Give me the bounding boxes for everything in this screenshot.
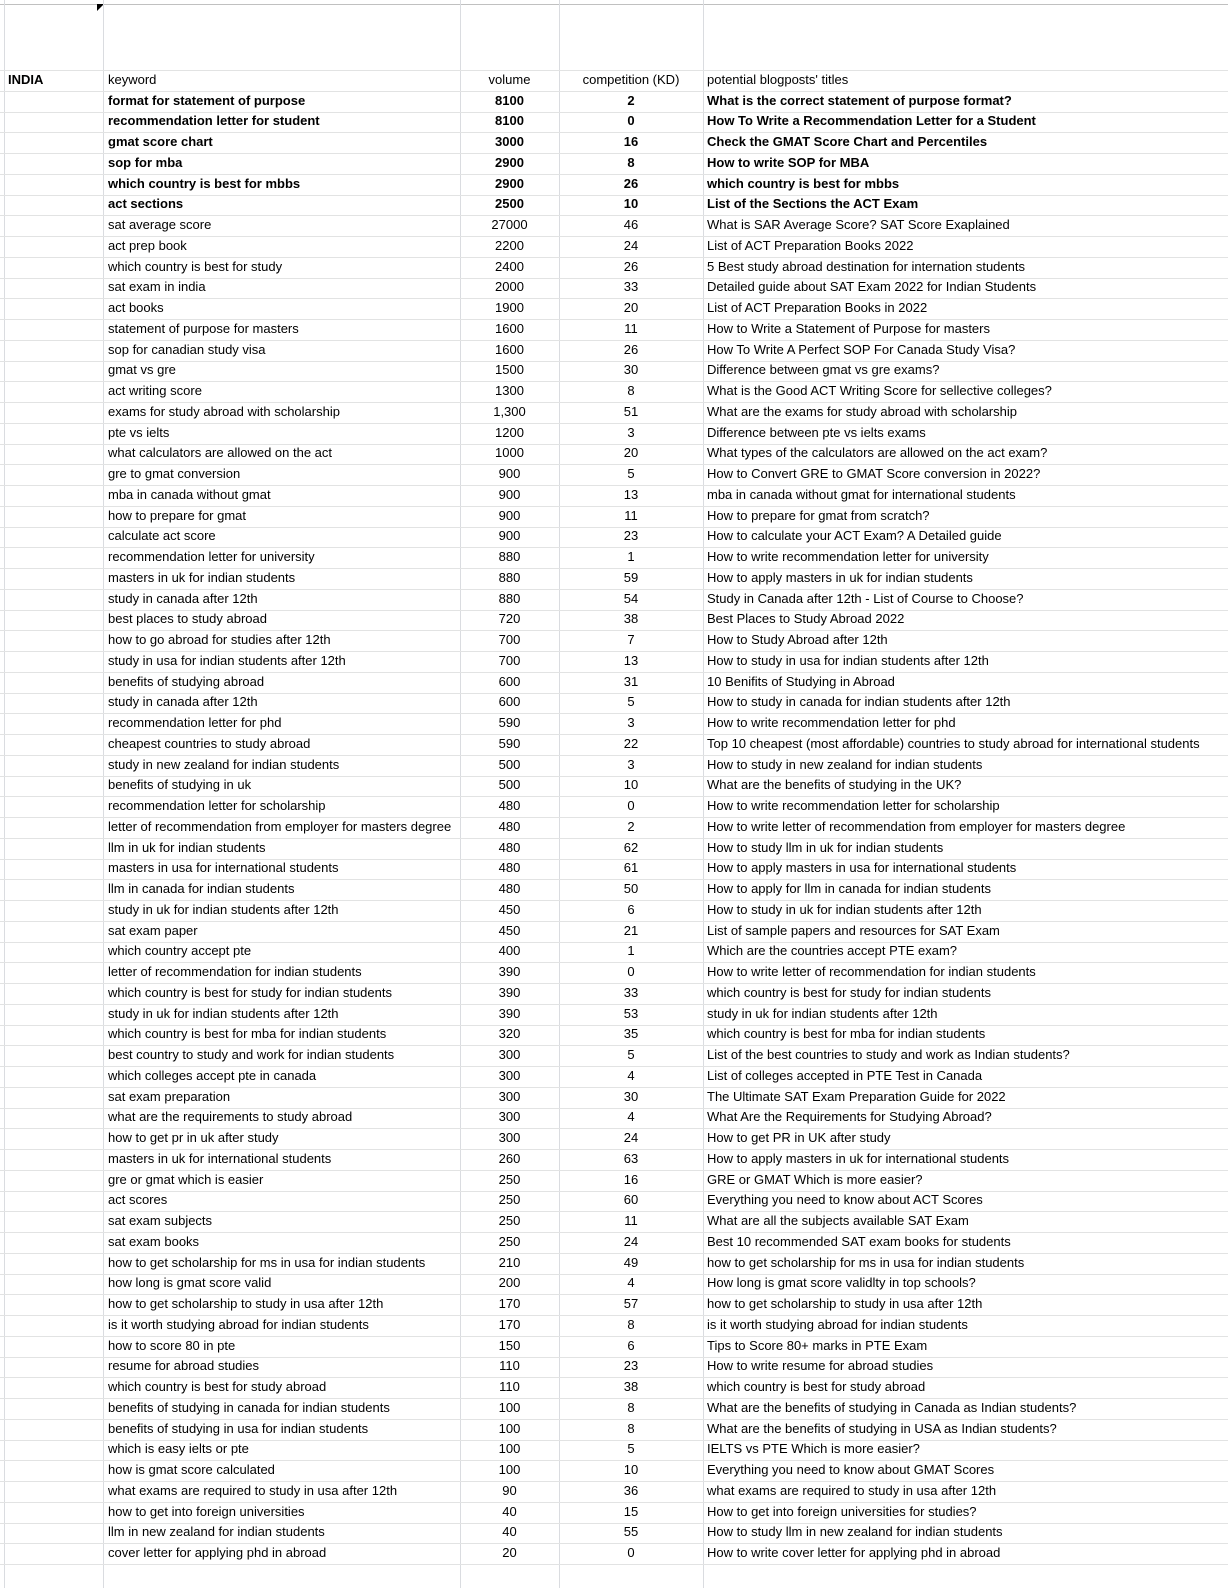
row-keyword-cell[interactable]: which is easy ielts or pte — [108, 1441, 249, 1457]
row-keyword-cell[interactable]: what exams are required to study in usa after 12th — [108, 1482, 398, 1498]
row-keyword-cell[interactable]: masters in uk for indian students — [108, 569, 296, 585]
row-competition-cell[interactable]: 30 — [623, 362, 639, 378]
row-competition-cell[interactable]: 33 — [623, 279, 639, 295]
row-title-cell[interactable]: List of ACT Preparation Books 2022 — [707, 237, 914, 253]
row-keyword-cell[interactable]: recommendation letter for scholarship — [108, 798, 326, 813]
row-volume-cell[interactable]: 500 — [498, 777, 521, 793]
row-volume-cell[interactable]: 880 — [498, 549, 521, 564]
row-keyword-cell[interactable]: benefits of studying in uk — [108, 777, 252, 793]
row-title-cell[interactable]: which country is best for study for indian students — [707, 984, 991, 1000]
row-competition-cell[interactable]: 8 — [627, 383, 635, 398]
row-keyword-cell[interactable]: is it worth studying abroad for indian students — [108, 1316, 369, 1332]
row-volume-cell[interactable]: 590 — [498, 735, 521, 751]
row-competition-cell[interactable]: 57 — [623, 1296, 639, 1311]
row-title-cell[interactable]: How to apply masters in uk for indian students — [707, 569, 973, 585]
row-title-cell[interactable]: List of sample papers and resources for SAT Exam — [707, 922, 1000, 938]
row-competition-cell[interactable]: 1 — [627, 549, 635, 564]
row-competition-cell[interactable]: 55 — [623, 1524, 639, 1540]
row-keyword-cell[interactable]: letter of recommendation from employer for masters degree — [108, 818, 452, 834]
row-title-cell[interactable]: How to study llm in uk for indian students — [707, 839, 944, 855]
row-keyword-cell[interactable]: recommendation letter for phd — [108, 715, 282, 730]
row-keyword-cell[interactable]: recommendation letter for university — [108, 549, 315, 564]
row-competition-cell[interactable]: 5 — [627, 466, 635, 481]
row-keyword-cell[interactable]: benefits of studying in canada for indian students — [108, 1399, 390, 1415]
row-volume-cell[interactable]: 1900 — [495, 300, 524, 315]
row-competition-cell[interactable]: 38 — [623, 611, 639, 627]
row-volume-cell[interactable]: 600 — [498, 673, 521, 689]
row-volume-cell[interactable]: 100 — [498, 1420, 521, 1436]
row-title-cell[interactable]: How to apply masters in usa for international students — [707, 860, 1017, 876]
row-keyword-cell[interactable]: gre or gmat which is easier — [108, 1171, 264, 1187]
row-keyword-cell[interactable]: which colleges accept pte in canada — [108, 1067, 317, 1083]
row-competition-cell[interactable]: 33 — [623, 984, 639, 1000]
row-keyword-cell[interactable]: which country is best for study for indian students — [108, 984, 392, 1000]
row-title-cell[interactable]: How to study in canada for indian students after 12th — [707, 694, 1011, 710]
row-keyword-cell[interactable]: benefits of studying in usa for indian students — [108, 1420, 369, 1436]
row-volume-cell[interactable]: 40 — [502, 1503, 517, 1519]
row-keyword-cell[interactable]: cheapest countries to study abroad — [108, 735, 311, 751]
row-keyword-cell[interactable]: which country is best for mbbs — [108, 175, 301, 191]
row-volume-cell[interactable]: 150 — [498, 1337, 521, 1353]
row-title-cell[interactable]: How to write SOP for MBA — [707, 154, 870, 170]
row-competition-cell[interactable]: 51 — [623, 403, 639, 419]
row-competition-cell[interactable]: 49 — [623, 1254, 639, 1270]
row-title-cell[interactable]: How to apply masters in uk for international students — [707, 1150, 1010, 1166]
row-volume-cell[interactable]: 1300 — [495, 383, 524, 398]
row-competition-cell[interactable]: 10 — [623, 196, 639, 212]
row-competition-cell[interactable]: 7 — [627, 632, 635, 647]
row-volume-cell[interactable]: 600 — [498, 694, 521, 710]
row-volume-cell[interactable]: 250 — [498, 1213, 521, 1228]
row-keyword-cell[interactable]: sat exam paper — [108, 922, 198, 938]
row-title-cell[interactable]: How to write recommendation letter for university — [707, 549, 989, 564]
row-keyword-cell[interactable]: which country is best for study abroad — [108, 1379, 327, 1394]
row-title-cell[interactable]: How to write recommendation letter for scholarship — [707, 798, 1000, 813]
row-competition-cell[interactable]: 8 — [627, 154, 635, 170]
row-keyword-cell[interactable]: best places to study abroad — [108, 611, 267, 627]
row-title-cell[interactable]: How to prepare for gmat from scratch? — [707, 507, 930, 523]
row-competition-cell[interactable]: 13 — [623, 486, 639, 502]
row-title-cell[interactable]: How to study in uk for indian students after 12th — [707, 901, 982, 917]
row-volume-cell[interactable]: 450 — [498, 901, 521, 917]
row-competition-cell[interactable]: 5 — [627, 1047, 635, 1062]
row-title-cell[interactable]: which country is best for mba for indian students — [707, 1026, 986, 1042]
row-competition-cell[interactable]: 54 — [623, 590, 639, 606]
column-header-volume[interactable]: volume — [488, 72, 531, 87]
row-title-cell[interactable]: How to write cover letter for applying phd in abroad — [707, 1545, 1001, 1560]
row-keyword-cell[interactable]: how to get scholarship to study in usa after 12th — [108, 1296, 384, 1311]
row-keyword-cell[interactable]: format for statement of purpose — [108, 92, 306, 108]
row-volume-cell[interactable]: 200 — [498, 1275, 521, 1291]
row-competition-cell[interactable]: 30 — [623, 1088, 639, 1104]
row-title-cell[interactable]: How to Study Abroad after 12th — [707, 632, 888, 647]
column-divider — [103, 0, 104, 1588]
row-title-cell[interactable]: Check the GMAT Score Chart and Percentiles — [707, 134, 988, 149]
row-title-cell[interactable]: What are the benefits of studying in Canada as Indian students? — [707, 1399, 1077, 1415]
row-keyword-cell[interactable]: how to get scholarship for ms in usa for indian students — [108, 1254, 426, 1270]
row-title-cell[interactable]: List of ACT Preparation Books in 2022 — [707, 300, 928, 315]
column-header-keyword[interactable]: keyword — [108, 72, 157, 87]
row-competition-cell[interactable]: 6 — [627, 1337, 635, 1353]
row-competition-cell[interactable]: 6 — [627, 901, 635, 917]
row-title-cell[interactable]: what exams are required to study in usa after 12th — [707, 1482, 997, 1498]
row-volume-cell[interactable]: 900 — [498, 466, 521, 481]
row-keyword-cell[interactable]: which country is best for mba for indian students — [108, 1026, 387, 1042]
row-title-cell[interactable]: What are all the subjects available SAT Exam — [707, 1213, 969, 1228]
row-keyword-cell[interactable]: letter of recommendation for indian students — [108, 964, 362, 979]
row-volume-cell[interactable]: 260 — [498, 1150, 521, 1166]
row-title-cell[interactable]: What are the benefits of studying in the UK? — [707, 777, 962, 793]
row-volume-cell[interactable]: 390 — [498, 984, 521, 1000]
row-volume-cell[interactable]: 2900 — [495, 154, 524, 170]
row-competition-cell[interactable]: 50 — [623, 881, 639, 896]
row-volume-cell[interactable]: 300 — [498, 1047, 521, 1062]
row-keyword-cell[interactable]: study in usa for indian students after 12th — [108, 652, 346, 668]
row-title-cell[interactable]: How to write letter of recommendation from employer for masters degree — [707, 818, 1126, 834]
row-competition-cell[interactable]: 46 — [623, 217, 639, 232]
row-keyword-cell[interactable]: how to prepare for gmat — [108, 507, 247, 523]
row-title-cell[interactable]: Everything you need to know about ACT Scores — [707, 1192, 983, 1208]
sheet-top-border — [0, 4, 1228, 5]
row-competition-cell[interactable]: 20 — [623, 300, 639, 315]
row-volume-cell[interactable]: 170 — [498, 1296, 521, 1311]
row-competition-cell[interactable]: 23 — [623, 528, 639, 544]
row-title-cell[interactable]: Detailed guide about SAT Exam 2022 for Indian Students — [707, 279, 1037, 295]
row-competition-cell[interactable]: 22 — [623, 735, 639, 751]
row-keyword-cell[interactable]: gmat vs gre — [108, 362, 176, 378]
row-volume-cell[interactable]: 480 — [498, 881, 521, 896]
row-competition-cell[interactable]: 0 — [627, 798, 635, 813]
row-competition-cell[interactable]: 0 — [627, 113, 635, 129]
row-competition-cell[interactable]: 3 — [627, 756, 635, 772]
row-volume-cell[interactable]: 1,300 — [493, 403, 526, 419]
row-title-cell[interactable]: List of colleges accepted in PTE Test in Canada — [707, 1067, 983, 1083]
row-title-cell[interactable]: What is the correct statement of purpose format? — [707, 92, 1012, 108]
row-volume-cell[interactable]: 90 — [502, 1482, 517, 1498]
row-title-cell[interactable]: how to get scholarship for ms in usa for indian students — [707, 1254, 1025, 1270]
row-competition-cell[interactable]: 4 — [627, 1067, 635, 1083]
row-competition-cell[interactable]: 62 — [623, 839, 639, 855]
row-volume-cell[interactable]: 1500 — [495, 362, 524, 378]
row-title-cell[interactable]: GRE or GMAT Which is more easier? — [707, 1171, 923, 1187]
row-competition-cell[interactable]: 8 — [627, 1420, 635, 1436]
row-competition-cell[interactable]: 0 — [627, 964, 635, 979]
row-keyword-cell[interactable]: study in canada after 12th — [108, 694, 258, 710]
row-volume-cell[interactable]: 250 — [498, 1171, 521, 1187]
row-competition-cell[interactable]: 11 — [624, 507, 638, 523]
row-competition-cell[interactable]: 26 — [623, 341, 639, 357]
row-volume-cell[interactable]: 250 — [498, 1233, 521, 1249]
row-volume-cell[interactable]: 2000 — [495, 279, 524, 295]
row-keyword-cell[interactable]: how to score 80 in pte — [108, 1337, 236, 1353]
row-keyword-cell[interactable]: act prep book — [108, 237, 187, 253]
row-title-cell[interactable]: Top 10 cheapest (most affordable) countries to study abroad for international students — [707, 735, 1200, 751]
row-keyword-cell[interactable]: calculate act score — [108, 528, 216, 544]
row-title-cell[interactable]: What types of the calculators are allowed on the act exam? — [707, 445, 1048, 461]
row-volume-cell[interactable]: 27000 — [491, 217, 528, 232]
row-keyword-cell[interactable]: study in canada after 12th — [108, 590, 258, 606]
column-header-competition[interactable]: competition (KD) — [582, 72, 680, 87]
row-competition-cell[interactable]: 23 — [623, 1358, 639, 1374]
row-volume-cell[interactable]: 1600 — [495, 320, 524, 336]
row-keyword-cell[interactable]: which country is best for study — [108, 258, 283, 274]
row-competition-cell[interactable]: 59 — [623, 569, 639, 585]
row-volume-cell[interactable]: 20 — [502, 1545, 517, 1560]
row-keyword-cell[interactable]: how is gmat score calculated — [108, 1462, 275, 1477]
row-competition-cell[interactable]: 26 — [623, 258, 639, 274]
row-title-cell[interactable]: which country is best for study abroad — [707, 1379, 926, 1394]
row-competition-cell[interactable]: 8 — [627, 1316, 635, 1332]
row-volume-cell[interactable]: 720 — [498, 611, 521, 627]
row-competition-cell[interactable]: 0 — [627, 1545, 635, 1560]
row-keyword-cell[interactable]: sat exam subjects — [108, 1213, 213, 1228]
row-volume-cell[interactable]: 700 — [498, 652, 521, 668]
row-volume-cell[interactable]: 700 — [498, 632, 521, 647]
row-volume-cell[interactable]: 110 — [499, 1358, 520, 1374]
row-keyword-cell[interactable]: gmat score chart — [108, 134, 213, 149]
row-competition-cell[interactable]: 3 — [627, 715, 635, 730]
row-competition-cell[interactable]: 53 — [623, 1005, 639, 1021]
row-volume-cell[interactable]: 480 — [498, 860, 521, 876]
row-volume-cell[interactable]: 400 — [498, 943, 521, 959]
row-volume-cell[interactable]: 300 — [498, 1130, 521, 1145]
row-title-cell[interactable]: IELTS vs PTE Which is more easier? — [707, 1441, 920, 1457]
row-title-cell[interactable]: Study in Canada after 12th - List of Course to Choose? — [707, 590, 1024, 606]
column-divider — [4, 0, 5, 1588]
row-competition-cell[interactable]: 16 — [623, 1171, 639, 1187]
row-keyword-cell[interactable]: pte vs ielts — [108, 424, 170, 440]
row-competition-cell[interactable]: 4 — [627, 1275, 635, 1291]
row-competition-cell[interactable]: 10 — [623, 1462, 639, 1477]
row-volume-cell[interactable]: 210 — [498, 1254, 521, 1270]
row-competition-cell[interactable]: 24 — [623, 1233, 639, 1249]
row-keyword-cell[interactable]: act sections — [108, 196, 184, 212]
row-keyword-cell[interactable]: study in uk for indian students after 12th — [108, 901, 339, 917]
row-keyword-cell[interactable]: sat exam in india — [108, 279, 206, 295]
row-keyword-cell[interactable]: act scores — [108, 1192, 168, 1208]
row-title-cell[interactable]: mba in canada without gmat for international students — [707, 486, 1016, 502]
row-competition-cell[interactable]: 2 — [627, 818, 635, 834]
row-competition-cell[interactable]: 13 — [623, 652, 639, 668]
row-title-cell[interactable]: 10 Benifits of Studying in Abroad — [707, 673, 895, 689]
row-title-cell[interactable]: How to Write a Statement of Purpose for masters — [707, 320, 990, 336]
row-title-cell[interactable]: How to apply for llm in canada for indian students — [707, 881, 991, 896]
row-title-cell[interactable]: How to write resume for abroad studies — [707, 1358, 934, 1374]
row-volume-cell[interactable]: 390 — [498, 964, 521, 979]
row-keyword-cell[interactable]: act writing score — [108, 383, 202, 398]
column-header-titles[interactable]: potential blogposts' titles — [707, 72, 849, 87]
row-keyword-cell[interactable]: sat exam books — [108, 1233, 200, 1249]
row-keyword-cell[interactable]: llm in uk for indian students — [108, 839, 266, 855]
row-volume-cell[interactable]: 250 — [498, 1192, 521, 1208]
row-volume-cell[interactable]: 880 — [498, 590, 521, 606]
row-title-cell[interactable]: How to write recommendation letter for phd — [707, 715, 956, 730]
row-title-cell[interactable]: How to study llm in new zealand for indian students — [707, 1524, 1003, 1540]
row-competition-cell[interactable]: 63 — [623, 1150, 639, 1166]
row-keyword-cell[interactable]: sat exam preparation — [108, 1088, 231, 1104]
row-competition-cell[interactable]: 24 — [623, 1130, 639, 1145]
row-title-cell[interactable]: How to write letter of recommendation for indian students — [707, 964, 1036, 979]
row-keyword-cell[interactable]: llm in new zealand for indian students — [108, 1524, 325, 1540]
row-volume-cell[interactable]: 390 — [498, 1005, 521, 1021]
row-competition-cell[interactable]: 15 — [623, 1503, 639, 1519]
row-competition-cell[interactable]: 38 — [623, 1379, 639, 1394]
row-volume-cell[interactable]: 100 — [498, 1399, 521, 1415]
row-keyword-cell[interactable]: what are the requirements to study abroad — [108, 1109, 353, 1125]
row-title-cell[interactable]: Which are the countries accept PTE exam? — [707, 943, 958, 959]
row-competition-cell[interactable]: 31 — [623, 673, 639, 689]
row-title-cell[interactable]: How to study in new zealand for indian students — [707, 756, 983, 772]
row-volume-cell[interactable]: 480 — [498, 818, 521, 834]
row-volume-cell[interactable]: 8100 — [495, 113, 524, 129]
row-keyword-cell[interactable]: sat average score — [108, 217, 212, 232]
row-competition-cell[interactable]: 5 — [627, 1441, 635, 1457]
row-volume-cell[interactable]: 590 — [498, 715, 521, 730]
row-competition-cell[interactable]: 4 — [627, 1109, 635, 1125]
row-volume-cell[interactable]: 320 — [498, 1026, 521, 1042]
row-title-cell[interactable]: How to get PR in UK after study — [707, 1130, 891, 1145]
row-title-cell[interactable]: how to get scholarship to study in usa after 12th — [707, 1296, 983, 1311]
column-divider — [703, 0, 704, 1588]
row-volume-cell[interactable]: 1000 — [495, 445, 524, 461]
row-title-cell[interactable]: How long is gmat score validlty in top schools? — [707, 1275, 976, 1291]
row-volume-cell[interactable]: 3000 — [495, 134, 524, 149]
row-keyword-cell[interactable]: best country to study and work for indian students — [108, 1047, 395, 1062]
row-volume-cell[interactable]: 170 — [498, 1316, 521, 1332]
row-competition-cell[interactable]: 20 — [623, 445, 639, 461]
row-keyword-cell[interactable]: how long is gmat score valid — [108, 1275, 272, 1291]
row-competition-cell[interactable]: 3 — [627, 424, 635, 440]
row-keyword-cell[interactable]: resume for abroad studies — [108, 1358, 260, 1374]
row-competition-cell[interactable]: 16 — [623, 134, 639, 149]
row-keyword-cell[interactable]: masters in uk for international students — [108, 1150, 332, 1166]
row-volume-cell[interactable]: 2900 — [495, 175, 524, 191]
row-keyword-cell[interactable]: llm in canada for indian students — [108, 881, 295, 896]
row-keyword-cell[interactable]: benefits of studying abroad — [108, 673, 265, 689]
row-keyword-cell[interactable]: recommendation letter for student — [108, 113, 320, 129]
row-volume-cell[interactable]: 900 — [498, 486, 521, 502]
row-volume-cell[interactable]: 2400 — [495, 258, 524, 274]
row-keyword-cell[interactable]: mba in canada without gmat — [108, 486, 271, 502]
row-volume-cell[interactable]: 300 — [498, 1109, 521, 1125]
row-title-cell[interactable]: How to calculate your ACT Exam? A Detailed guide — [707, 528, 1002, 544]
row-divider — [0, 1564, 1228, 1565]
row-volume-cell[interactable]: 450 — [498, 922, 521, 938]
row-title-cell[interactable]: How to get into foreign universities for studies? — [707, 1503, 977, 1519]
row-keyword-cell[interactable]: cover letter for applying phd in abroad — [108, 1545, 327, 1560]
row-keyword-cell[interactable]: statement of purpose for masters — [108, 320, 299, 336]
row-volume-cell[interactable]: 40 — [502, 1524, 517, 1540]
row-volume-cell[interactable]: 1200 — [495, 424, 524, 440]
row-competition-cell[interactable]: 5 — [627, 694, 635, 710]
row-competition-cell[interactable]: 11 — [624, 1213, 638, 1228]
row-keyword-cell[interactable]: how to get pr in uk after study — [108, 1130, 279, 1145]
row-title-cell[interactable]: study in uk for indian students after 12th — [707, 1005, 938, 1021]
row-volume-cell[interactable]: 300 — [498, 1067, 521, 1083]
row-keyword-cell[interactable]: which country accept pte — [108, 943, 252, 959]
row-competition-cell[interactable]: 26 — [623, 175, 639, 191]
row-competition-cell[interactable]: 35 — [623, 1026, 639, 1042]
row-volume-cell[interactable]: 300 — [498, 1088, 521, 1104]
row-keyword-cell[interactable]: what calculators are allowed on the act — [108, 445, 333, 461]
row-keyword-cell[interactable]: study in new zealand for indian students — [108, 756, 340, 772]
row-volume-cell[interactable]: 1600 — [495, 341, 524, 357]
row-competition-cell[interactable]: 10 — [623, 777, 639, 793]
row-title-cell[interactable]: which country is best for mbbs — [707, 175, 900, 191]
region-cell[interactable]: INDIA — [8, 72, 44, 87]
row-title-cell[interactable]: What is SAR Average Score? SAT Score Exaplained — [707, 217, 1010, 232]
row-competition-cell[interactable]: 36 — [623, 1482, 639, 1498]
row-volume-cell[interactable]: 480 — [498, 839, 521, 855]
row-volume-cell[interactable]: 8100 — [495, 92, 524, 108]
row-title-cell[interactable]: What are the benefits of studying in USA as Indian students? — [707, 1420, 1057, 1436]
row-title-cell[interactable]: is it worth studying abroad for indian students — [707, 1316, 968, 1332]
row-volume-cell[interactable]: 900 — [498, 528, 521, 544]
row-volume-cell[interactable]: 2200 — [495, 237, 524, 253]
row-keyword-cell[interactable]: how to get into foreign universities — [108, 1503, 305, 1519]
row-title-cell[interactable]: What is the Good ACT Writing Score for sellective colleges? — [707, 383, 1052, 398]
row-title-cell[interactable]: List of the best countries to study and work as Indian students? — [707, 1047, 1070, 1062]
row-keyword-cell[interactable]: act books — [108, 300, 164, 315]
row-title-cell[interactable]: How To Write a Recommendation Letter for a Student — [707, 113, 1036, 129]
row-volume-cell[interactable]: 500 — [498, 756, 521, 772]
row-title-cell[interactable]: Difference between gmat vs gre exams? — [707, 362, 940, 378]
row-title-cell[interactable]: Best Places to Study Abroad 2022 — [707, 611, 905, 627]
row-volume-cell[interactable]: 900 — [498, 507, 521, 523]
row-volume-cell[interactable]: 110 — [499, 1379, 520, 1394]
row-competition-cell[interactable]: 60 — [623, 1192, 639, 1208]
row-title-cell[interactable]: Tips to Score 80+ marks in PTE Exam — [707, 1337, 928, 1353]
row-title-cell[interactable]: Everything you need to know about GMAT Scores — [707, 1462, 995, 1477]
row-competition-cell[interactable]: 1 — [627, 943, 635, 959]
row-title-cell[interactable]: 5 Best study abroad destination for internation students — [707, 258, 1025, 274]
row-competition-cell[interactable]: 8 — [627, 1399, 635, 1415]
row-competition-cell[interactable]: 2 — [627, 92, 635, 108]
row-title-cell[interactable]: How to Convert GRE to GMAT Score conversion in 2022? — [707, 466, 1041, 481]
row-keyword-cell[interactable]: study in uk for indian students after 12th — [108, 1005, 339, 1021]
row-title-cell[interactable]: Best 10 recommended SAT exam books for students — [707, 1233, 1011, 1249]
row-title-cell[interactable]: How To Write A Perfect SOP For Canada Study Visa? — [707, 341, 1016, 357]
row-volume-cell[interactable]: 480 — [498, 798, 521, 813]
row-competition-cell[interactable]: 11 — [624, 320, 638, 336]
row-title-cell[interactable]: The Ultimate SAT Exam Preparation Guide for 2022 — [707, 1088, 1006, 1104]
row-volume-cell[interactable]: 100 — [498, 1462, 521, 1477]
row-keyword-cell[interactable]: gre to gmat conversion — [108, 466, 241, 481]
row-volume-cell[interactable]: 2500 — [495, 196, 524, 212]
row-keyword-cell[interactable]: masters in usa for international students — [108, 860, 339, 876]
row-competition-cell[interactable]: 24 — [623, 237, 639, 253]
row-keyword-cell[interactable]: sop for canadian study visa — [108, 341, 266, 357]
row-title-cell[interactable]: What Are the Requirements for Studying Abroad? — [707, 1109, 992, 1125]
row-competition-cell[interactable]: 21 — [623, 922, 639, 938]
row-volume-cell[interactable]: 880 — [498, 569, 521, 585]
row-volume-cell[interactable]: 100 — [498, 1441, 521, 1457]
row-title-cell[interactable]: How to study in usa for indian students after 12th — [707, 652, 989, 668]
row-keyword-cell[interactable]: sop for mba — [108, 154, 183, 170]
row-title-cell[interactable]: What are the exams for study abroad with scholarship — [707, 403, 1017, 419]
row-title-cell[interactable]: List of the Sections the ACT Exam — [707, 196, 919, 212]
row-keyword-cell[interactable]: exams for study abroad with scholarship — [108, 403, 340, 419]
row-competition-cell[interactable]: 61 — [623, 860, 639, 876]
row-title-cell[interactable]: Difference between pte vs ielts exams — [707, 424, 926, 440]
row-keyword-cell[interactable]: how to go abroad for studies after 12th — [108, 632, 331, 647]
